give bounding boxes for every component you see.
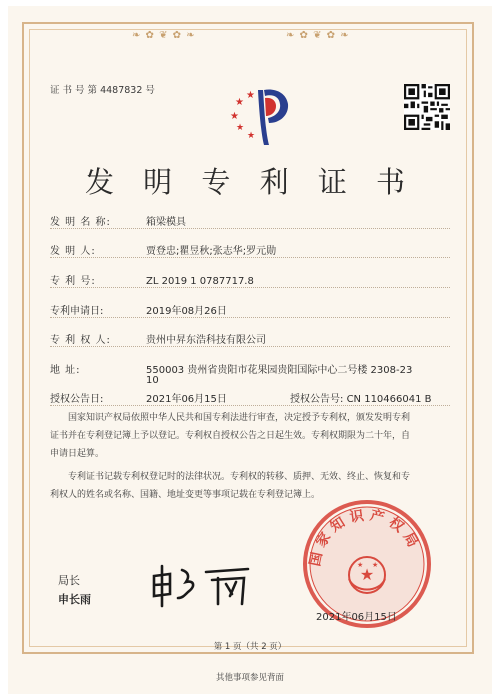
invention-name-value: 箱梁模具 [146,217,186,228]
filing-date-row [50,302,227,317]
svg-text:★: ★ [236,123,245,133]
svg-text:★: ★ [359,565,375,584]
page-number: 第 1 页（共 2 页） [213,642,287,652]
left-ornament-icon: ❧ ✿ ❦ ✿ ❧ [132,30,196,41]
invention-name-row [50,213,186,228]
svg-text:★: ★ [235,97,244,108]
announcement-date-row [50,390,227,405]
director-title: 局长 [58,574,80,587]
patent-number-label: 专 利 号: [50,276,96,287]
seal-date: 2021年06月15日 [316,612,397,623]
address-value-line2: 10 [146,375,159,386]
address-row [50,361,412,376]
announcement-date-label: 授权公告日: [50,394,104,405]
cnipa-logo-icon [222,78,300,150]
announcement-number-label: 授权公告号: [290,394,344,405]
svg-text:国家知识产权局: 国家知识产权局 [307,507,424,568]
address-value-line1: 550003 贵州省贵阳市花果园贵阳国际中心二号楼 2308-23 [146,365,413,376]
svg-text:★: ★ [230,111,239,122]
divider-line [50,287,450,288]
back-note: 其他事项参见背面 [215,673,284,683]
inventors-label: 发 明 人: [50,246,96,257]
certificate-title: 发 明 专 利 证 书 [84,165,416,199]
patent-number-row [50,272,254,287]
svg-text:★: ★ [372,561,379,569]
svg-text:★: ★ [247,131,256,141]
director-signature-icon [148,554,258,614]
right-ornament-icon: ❧ ✿ ❦ ✿ ❧ [286,30,350,41]
inventors-value: 贾登忠;瞿昱秋;张志华;罗元勋 [146,246,277,257]
paragraph-line: 申请日起算。 [50,449,105,459]
patentee-value: 贵州中昇东浩科技有限公司 [146,335,266,346]
paragraph-line: 国家知识产权局依照中华人民共和国专利法进行审查，决定授予专利权，颁发发明专利 [68,413,411,423]
divider-line [50,317,450,318]
svg-text:★: ★ [246,90,255,101]
address-label: 地 址: [50,365,81,376]
announcement-number-row [290,390,432,405]
paragraph-line: 利权人的姓名或名称、国籍、地址变更等事项记载在专利登记簿上。 [50,490,321,500]
certificate-number: 证 书 号 第 4487832 号 [50,85,155,96]
invention-name-label: 发 明 名 称: [50,217,111,228]
inventors-row [50,242,276,257]
announcement-number-value: CN 110466041 B [346,394,432,405]
divider-line [50,228,450,229]
legal-paragraph-1 [50,409,452,463]
paragraph-line: 证书并在专利登记簿上予以登记。专利权自授权公告之日起生效。专利权期限为二十年，自 [50,431,411,441]
divider-line [50,257,450,258]
filing-date-value: 2019年08月26日 [146,306,227,317]
filing-date-label: 专利申请日: [50,306,104,317]
qr-code-icon [404,84,450,130]
announcement-date-value: 2021年06月15日 [146,394,227,405]
patentee-row [50,331,266,346]
patentee-label: 专 利 权 人: [50,335,111,346]
svg-text:★: ★ [357,561,364,569]
director-name: 申长雨 [58,593,91,606]
patent-number-value: ZL 2019 1 0787717.8 [146,276,254,287]
address-continuation [146,375,159,386]
divider-line [50,346,450,347]
paragraph-line: 专利证书记载专利权登记时的法律状况。专利权的转移、质押、无效、终止、恢复和专 [68,472,411,482]
divider-line [50,405,450,406]
